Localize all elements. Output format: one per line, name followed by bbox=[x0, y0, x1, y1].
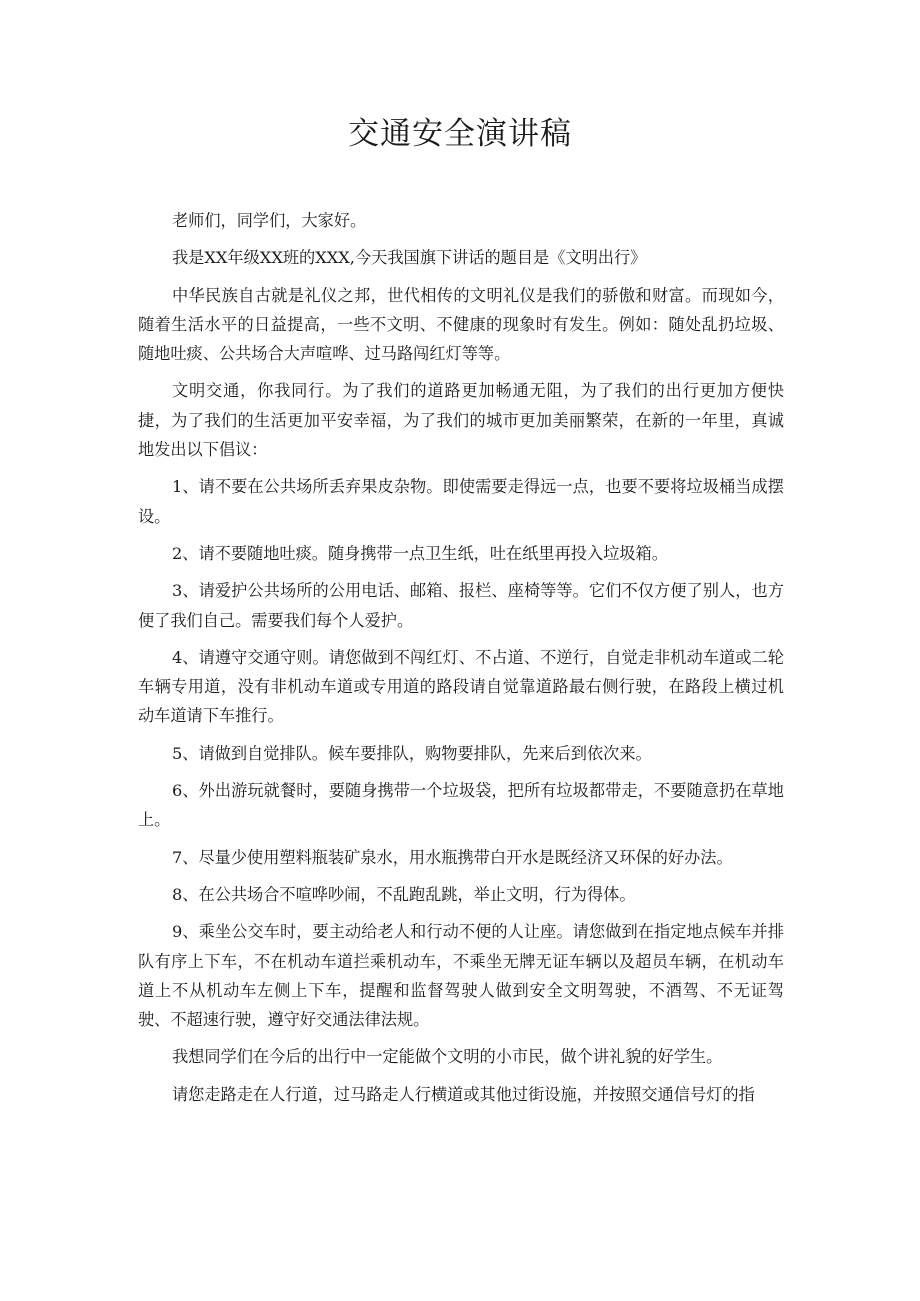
proposal-item-8: 8、在公共场合不喧哗吵闹，不乱跑乱跳，举止文明，行为得体。 bbox=[172, 884, 636, 904]
proposal-intro-paragraph: 文明交通，你我同行。为了我们的道路更加畅通无阻，为了我们的出行更加方便快捷，为了我们的生活更加平安幸福，为了我们的城市更加美丽繁荣，在新的一年里，真诚地发出以下倡议： bbox=[138, 381, 784, 460]
trailing-paragraph: 请您走路走在人行道，过马路走人行横道或其他过街设施，并按照交通信号灯的指 bbox=[172, 1084, 755, 1104]
document-title: 交通安全演讲稿 bbox=[348, 116, 572, 152]
intro-paragraph: 我是XX年级XX班的XXX,今天我国旗下讲话的题目是《文明出行》 bbox=[172, 248, 647, 268]
background-paragraph: 中华民族自古就是礼仪之邦，世代相传的文明礼仪是我们的骄傲和财富。而现如今，随着生活水平的日益提高，一些不文明、不健康的现象时有发生。例如：随处乱扔垃圾、随地吐痰、公共场合大声喧哗、过马路闯红灯等等。 bbox=[138, 285, 784, 364]
proposal-item-2: 2、请不要随地吐痰。随身携带一点卫生纸，吐在纸里再投入垃圾箱。 bbox=[172, 543, 668, 563]
proposal-item-4: 4、请遵守交通守则。请您做到不闯红灯、不占道、不逆行，自觉走非机动车道或二轮车辆专用道，没有非机动车道或专用道的路段请自觉靠道路最右侧行驶，在路段上横过机动车道请下车推行。 bbox=[138, 647, 784, 726]
proposal-item-1: 1、请不要在公共场所丢弃果皮杂物。即使需要走得远一点，也要不要将垃圾桶当成摆设。 bbox=[138, 477, 784, 526]
greeting-paragraph: 老师们，同学们，大家好。 bbox=[172, 211, 367, 230]
proposal-item-7: 7、尽量少使用塑料瓶装矿泉水，用水瓶携带白开水是既经济又环保的好办法。 bbox=[172, 847, 733, 867]
proposal-item-5: 5、请做到自觉排队。候车要排队，购物要排队，先来后到依次来。 bbox=[172, 743, 652, 763]
proposal-item-9: 9、乘坐公交车时，要主动给老人和行动不便的人让座。请您做到在指定地点候车并排队有序上下车，不在机动车道拦乘机动车，不乘坐无牌无证车辆以及超员车辆，在机动车道上不从机动车左侧上下车，提醒和监督驾驶人做到安全文明驾驶，不酒驾、不无证驾驶、不超速行驶，遵守好交通法律法规。 bbox=[138, 922, 784, 1030]
document-body bbox=[138, 206, 784, 1117]
proposal-item-6: 6、外出游玩就餐时，要随身携带一个垃圾袋，把所有垃圾都带走，不要随意扔在草地上。 bbox=[138, 781, 784, 830]
closing-paragraph: 我想同学们在今后的出行中一定能做个文明的小市民，做个讲礼貌的好学生。 bbox=[172, 1047, 723, 1067]
proposal-item-3: 3、请爱护公共场所的公用电话、邮箱、报栏、座椅等等。它们不仅方便了别人，也方便了我们自己。需要我们每个人爱护。 bbox=[138, 581, 784, 630]
